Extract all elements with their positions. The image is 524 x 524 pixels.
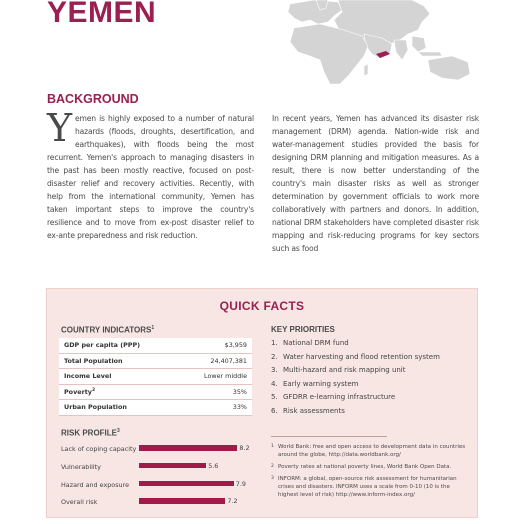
footnotes xyxy=(271,443,471,503)
risk-label: Vulnerability xyxy=(61,462,101,471)
madagascar-landmass xyxy=(364,64,368,76)
southeast-asia-landmass xyxy=(412,36,426,52)
risk-bar xyxy=(139,445,237,451)
risk-row xyxy=(61,481,261,499)
india-landmass xyxy=(394,40,408,60)
list-item: 2. Water harvesting and flood retention system xyxy=(271,352,440,361)
australia-landmass xyxy=(428,56,470,80)
risk-row xyxy=(61,463,261,481)
background-text-right xyxy=(272,112,479,255)
risk-value: 8.2 xyxy=(239,444,250,452)
indicator-row: Income Level Lower middle xyxy=(59,369,252,385)
key-priorities-heading: KEY PRIORITIES xyxy=(271,325,335,334)
key-priorities-list xyxy=(271,337,440,419)
risk-label: Overall risk xyxy=(61,498,98,507)
quick-facts-title: QUICK FACTS xyxy=(219,299,305,313)
footnote: 1 World Bank: free and open access to development data in countries around the globe, http://data.worldbank.org/ xyxy=(271,444,466,458)
indicator-row: Urban Population 33% xyxy=(59,400,252,416)
background-text-left xyxy=(47,106,254,242)
risk-row xyxy=(61,498,261,516)
footnote: 3 INFORM: a global, open-source risk assessment for humanitarian crises and disasters. INFORM uses a scale from 0-10 (10 is the highest level of risk) http://www.inform-index.org/ xyxy=(271,476,457,498)
dropcap-letter: Y xyxy=(47,106,72,150)
indonesia-landmass xyxy=(418,52,442,56)
indicator-row: Total Population 24,407,381 xyxy=(59,354,252,370)
risk-label: Hazard and exposure xyxy=(61,480,130,489)
risk-value: 7.9 xyxy=(235,479,246,488)
country-title: YEMEN xyxy=(47,0,157,29)
country-indicators-table xyxy=(59,338,252,416)
indicator-row: GDP per capita (PPP) $3,959 xyxy=(59,338,252,354)
risk-profile-chart xyxy=(61,445,261,516)
background-paragraph-right: In recent years, Yemen has advanced its disaster risk management (DRM) agenda. Nation-wide risk and water-management studies provided the basis for designing DRM planning and mitigation measures. As a result, there is now better understanding of the country's main disaster risks as well as stronger determination by government officials to work more collaboratively with partners and donors. In addition, national DRM stakeholders have completed disaster risk mapping and risk-reducing programs for key sectors such as food xyxy=(272,114,479,253)
list-item: 3. Multi-hazard and risk mapping unit xyxy=(271,366,406,375)
country-indicators-heading: COUNTRY INDICATORS$^1$ xyxy=(61,325,155,335)
list-item: 5. GFDRR e-learning infrastructure xyxy=(271,393,396,402)
footnote: 2 Poverty rates at national poverty lines, World Bank Open Data. xyxy=(271,464,452,470)
risk-profile-heading: RISK PROFILE$^3$ xyxy=(61,428,120,438)
risk-label: Lack of coping capacity xyxy=(61,445,137,453)
background-paragraph-left: emen is highly exposed to a number of natural hazards (floods, droughts, desertification, and earthquakes), with floods being the most recurrent. Yemen's approach to managing disasters in the past has been mostly reactive, focused on post-disaster relief and recovery activities. Recently, with help from the international community, Yemen has taken important steps to improve the country's resilience and to move from ex-post disaster relief to ex-ante preparedness and risk reduction. xyxy=(47,114,254,240)
risk-bar xyxy=(139,463,206,469)
list-item: 1. National DRM fund xyxy=(271,339,349,347)
indicator-row: Poverty$^2$ 35% xyxy=(59,385,252,401)
quick-facts-panel xyxy=(46,288,478,518)
risk-value: 7.2 xyxy=(227,497,238,506)
risk-row xyxy=(61,445,261,463)
list-item: 6. Risk assessments xyxy=(271,406,345,415)
risk-bar xyxy=(139,481,234,487)
footnote-divider xyxy=(271,436,387,437)
world-map xyxy=(272,0,480,84)
background-heading: BACKGROUND xyxy=(47,92,139,106)
risk-value: 5.6 xyxy=(208,461,219,470)
list-item: 4. Early warning system xyxy=(271,379,359,388)
risk-bar xyxy=(139,498,225,504)
